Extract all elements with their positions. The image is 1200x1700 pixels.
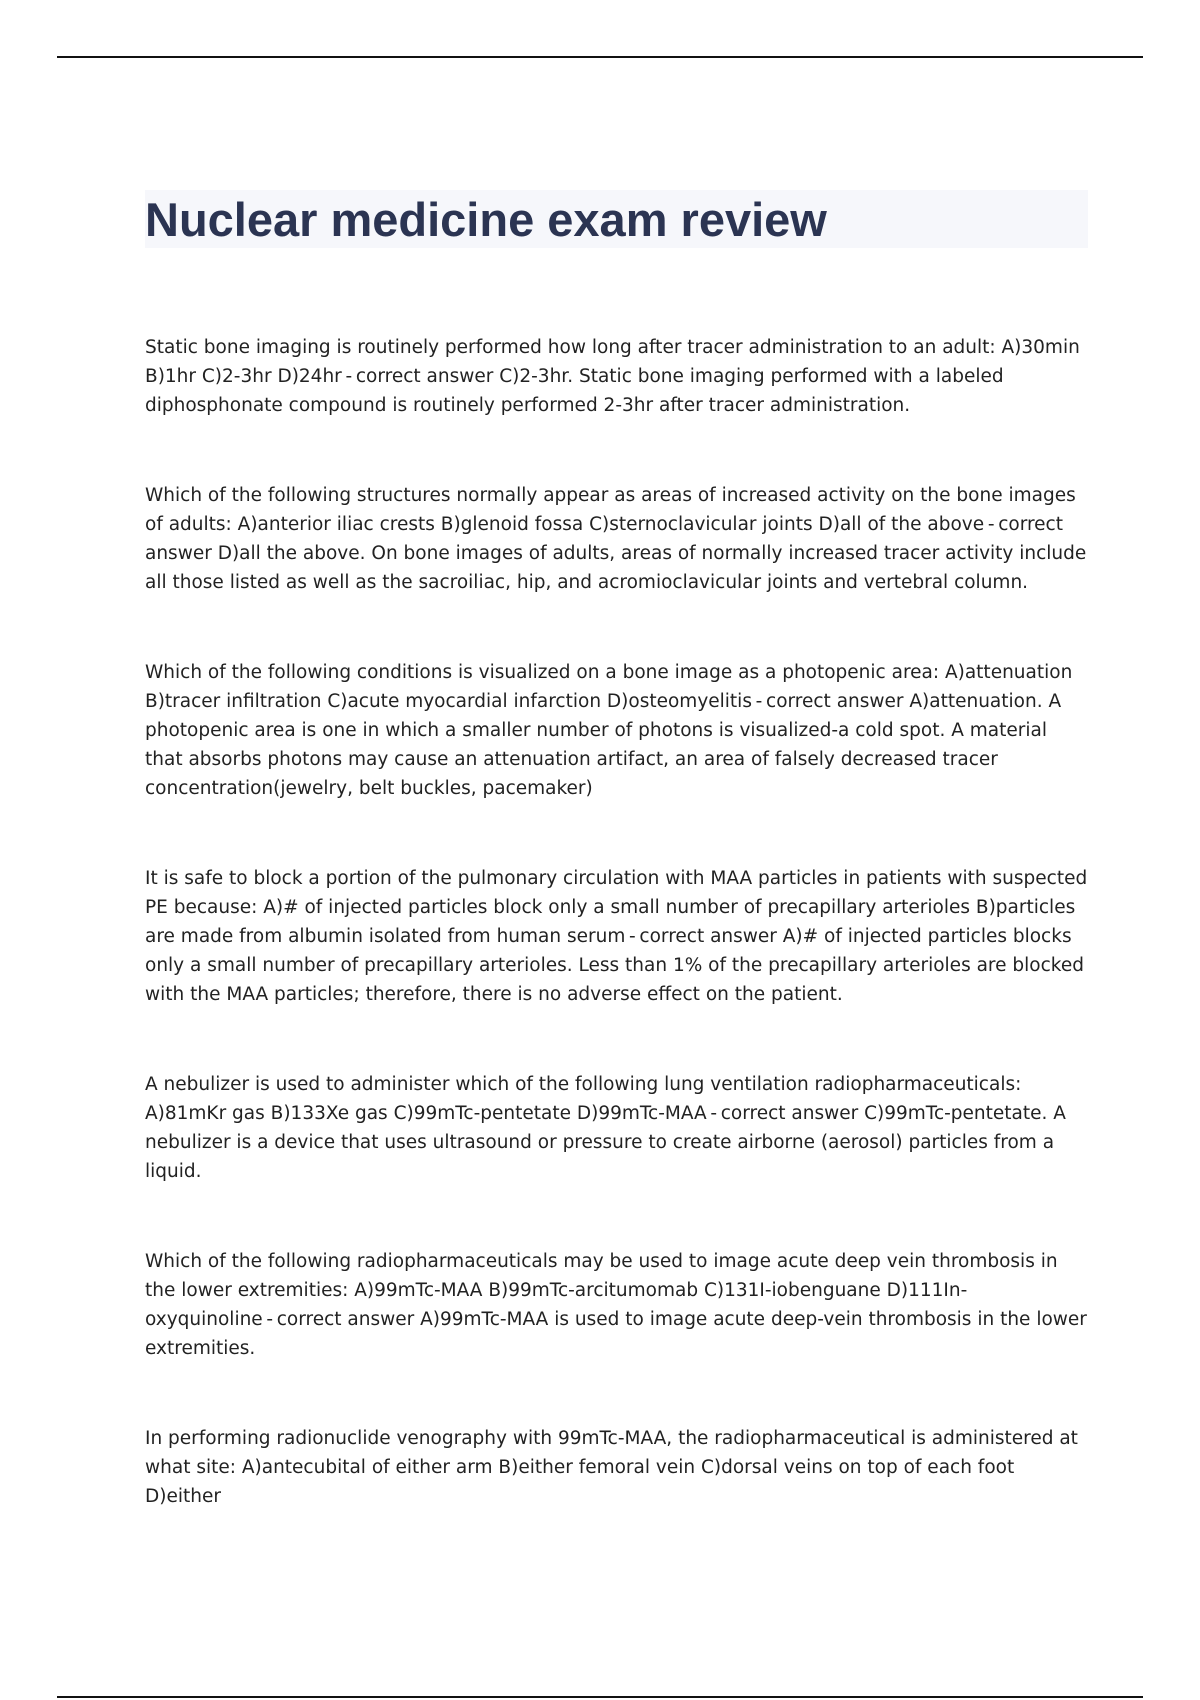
answer-separator: -	[629, 926, 636, 947]
qa-item	[145, 481, 1090, 597]
answer-text: correct answer A)attenuation. A photopenic area is one in which a smaller number of photons is visualized-a cold spot. A material that absorbs photons may cause an attenuation artifact, an area of falsely decreased tracer concentration(jewelry, belt buckles, pacemaker)	[145, 691, 1062, 799]
question-text: Which of the following structures normally appear as areas of increased activity on the bone images of adults: A)anterior iliac crests B)glenoid fossa C)sternoclavicular joints D)all of the above	[145, 485, 1076, 535]
question-list	[145, 333, 1090, 1511]
answer-separator: -	[266, 1309, 274, 1330]
question-text: Which of the following conditions is visualized on a bone image as a photopenic area: A)attenuation B)tracer infiltration C)acute myocardial infarction D)osteomyelitis	[145, 662, 1073, 712]
answer-separator: -	[345, 366, 353, 387]
qa-item	[145, 333, 1090, 420]
qa-item	[145, 1070, 1090, 1186]
answer-text: correct answer C)99mTc-pentetate. A nebulizer is a device that uses ultrasound or pressure to create airborne (aerosol) particles from a liquid.	[145, 1103, 1066, 1182]
answer-separator: -	[755, 691, 763, 712]
qa-item	[145, 658, 1090, 803]
answer-text: correct answer D)all the above. On bone images of adults, areas of normally increased tracer activity include all those listed as well as the sacroiliac, hip, and acromioclavicular joints and vertebral column.	[145, 514, 1087, 593]
question-text: Which of the following radiopharmaceuticals may be used to image acute deep vein thrombosis in the lower extremities: A)99mTc-MAA B)99mTc-arcitumomab C)131I-iobenguane D)111In-oxyquinoline	[145, 1251, 1058, 1330]
footer-rule	[57, 1696, 1143, 1698]
qa-item	[145, 1424, 1090, 1511]
answer-text: correct answer C)2-3hr. Static bone imaging performed with a labeled diphosphonate compound is routinely performed 2-3hr after tracer administration.	[145, 366, 1004, 416]
header-rule	[57, 56, 1143, 58]
answer-text: correct answer A)99mTc-MAA is used to image acute deep-vein thrombosis in the lower extremities.	[145, 1309, 1087, 1359]
document-title: Nuclear medicine exam review	[145, 193, 827, 246]
answer-text: correct answer A)# of injected particles blocks only a small number of precapillary arterioles. Less than 1% of the precapillary arterioles are blocked with the MAA particles; therefore, there is no adverse effect on the patient.	[145, 926, 1084, 1005]
answer-separator: -	[987, 514, 995, 535]
question-text: A nebulizer is used to administer which of the following lung ventilation radiopharmaceuticals: A)81mKr gas B)133Xe gas C)99mTc-pentetate D)99mTc-MAA	[145, 1074, 1022, 1124]
question-text: It is safe to block a portion of the pulmonary circulation with MAA particles in patients with suspected PE because: A)# of injected particles block only a small number of precapillary arterioles B)particles are made from albumin isolated from human serum	[145, 868, 1088, 947]
answer-separator: -	[710, 1103, 718, 1124]
qa-item	[145, 1247, 1090, 1363]
qa-item	[145, 864, 1090, 1009]
question-text: In performing radionuclide venography with 99mTc-MAA, the radiopharmaceutical is administered at what site: A)antecubital of either arm B)either femoral vein C)dorsal veins on top of each foot D)either	[145, 1428, 1078, 1507]
question-text: Static bone imaging is routinely performed how long after tracer administration to an adult: A)30min B)1hr C)2-3hr D)24hr	[145, 337, 1080, 387]
